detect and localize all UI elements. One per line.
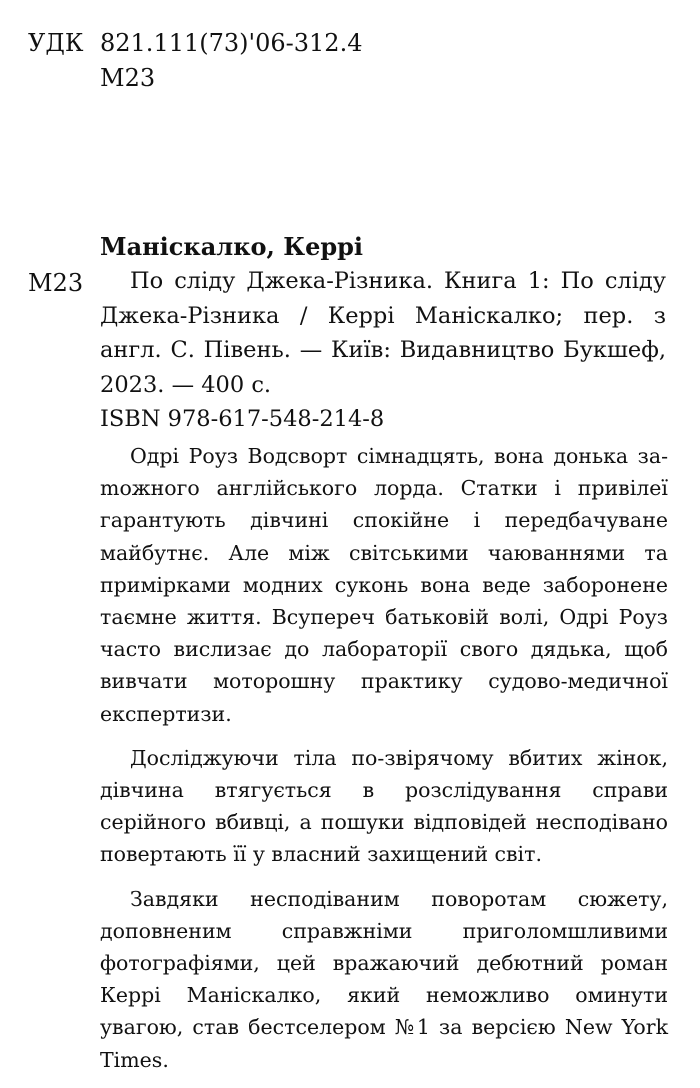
- annotation: [100, 440, 668, 1088]
- author-name: Маніскалко, Керрі: [100, 232, 364, 261]
- isbn: ISBN 978-617-548-214-8: [100, 406, 385, 432]
- annotation-paragraph: Завдяки несподіваним поворотам сюжету, доповненим справжніми приголомшливими фотографіями, цей вражаючий дебютний роман Керрі Маніскалко, який неможливо оминути увагою, став бестселером №1 за версією New York Times.: [100, 886, 668, 1072]
- udk-label: УДК: [28, 29, 84, 57]
- udk-line: [28, 28, 362, 58]
- udk-code: 821.111(73)'06-312.4: [100, 29, 363, 57]
- author-sign-left: М23: [28, 269, 84, 297]
- annotation-paragraph: Досліджуючи тіла по-звірячому вбитих жінок, дівчина втягується в розслідування справи серійного вбивці, а пошуки відповідей несподівано повертають її у власний захищений світ.: [100, 745, 668, 867]
- annotation-paragraph: Одрі Роуз Водсворт сімнадцять, вона донька заmожного англійського лорда. Статки і привілеї гарантують дівчині спокійне і передбачуване майбутнє. Але між світськими чаюваннями та примірками модних суконь вона веде заборонене таємне життя. Всупереч батьковій волі, Одрі Роуз часто вислизає до лабораторії свого дядька, щоб вивчати моторошну практику судово-медичної експертизи.: [100, 444, 668, 726]
- author-sign-top: М23: [100, 64, 156, 92]
- title-statement: По сліду Джека-Різника. Книга 1: По сліду Джека-Різника / Керрі Маніскалко; пер. з англ. С. Півень. — Київ: Видавництво Букшеф, 2023. — 400 с.: [100, 268, 666, 398]
